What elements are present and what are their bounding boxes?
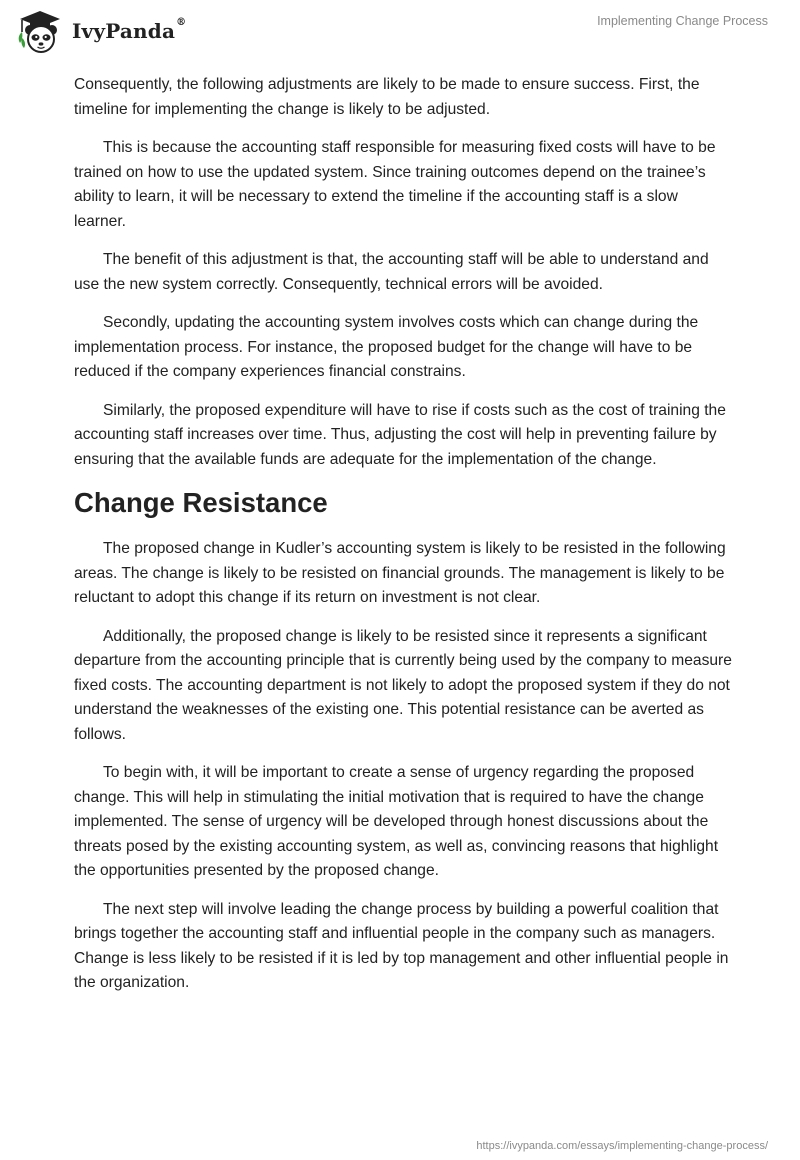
paragraph: Similarly, the proposed expenditure will have to rise if costs such as the cost of training the accounting staff increases over time. Thus, adjusting the cost will help in preventing failure by ensuring that the available funds are adequate for the implementation of the change. <box>74 401 726 468</box>
paragraph: The proposed change in Kudler’s accounting system is likely to be resisted in the following areas. The change is likely to be resisted on financial grounds. The management is likely to be reluctant to adopt this change if its return on investment is not clear. <box>74 540 726 606</box>
ivypanda-logo[interactable] <box>14 8 194 54</box>
registered-mark: ® <box>176 17 187 28</box>
panda-graduate-logo-icon <box>14 8 66 54</box>
paragraph: The next step will involve leading the change process by building a powerful coalition that brings together the accounting staff and influential people in the company such as managers. Change is less likely to be resisted if it is led by top management and other influential people in the organization. <box>74 900 729 991</box>
source-url[interactable]: https://ivypanda.com/essays/implementing-change-process/ <box>476 1140 768 1152</box>
paragraph: To begin with, it will be important to create a sense of urgency regarding the proposed change. This will help in stimulating the initial motivation that is required to have the change implemented. The sense of urgency will be developed through honest discussions about the threats posed by the existing accounting system, as well as, convincing reasons that highlight the opportunities presented by the proposed change. <box>74 764 719 879</box>
paragraph: This is because the accounting staff responsible for measuring fixed costs will have to be trained on how to use the updated system. Since training outcomes depend on the trainee’s ability to learn, it will be necessary to extend the timeline if the accounting staff is a slow learner. <box>74 139 716 230</box>
paragraph: The benefit of this adjustment is that, the accounting staff will be able to understand and use the new system correctly. Consequently, technical errors will be avoided. <box>74 251 709 293</box>
section-heading: Change Resistance <box>74 487 328 518</box>
essay-content <box>74 73 734 1010</box>
running-title: Implementing Change Process <box>597 14 768 28</box>
logo-text: IvyPanda <box>72 19 176 43</box>
page-header <box>0 0 800 60</box>
paragraph: Secondly, updating the accounting system involves costs which can change during the implementation process. For instance, the proposed budget for the change will have to be reduced if the company experiences financial constrains. <box>74 314 699 380</box>
paragraph: Consequently, the following adjustments are likely to be made to ensure success. First, the timeline for implementing the change is likely to be adjusted. <box>74 76 700 118</box>
logo-wordmark <box>72 19 186 43</box>
paragraph: Additionally, the proposed change is likely to be resisted since it represents a significant departure from the accounting principle that is currently being used by the company to measure fixed costs. The accounting department is not likely to adopt the proposed system if they do not understand the weaknesses of the existing one. This potential resistance can be averted as follows. <box>74 627 732 743</box>
